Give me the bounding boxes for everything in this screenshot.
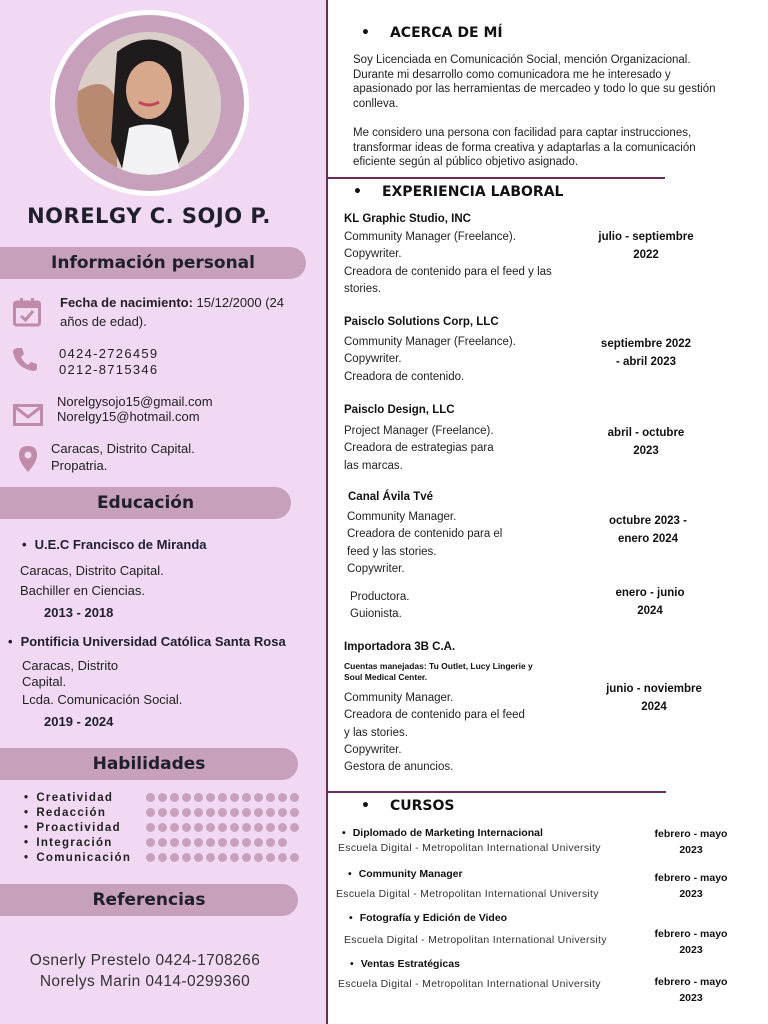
skill-level-dot (290, 808, 299, 817)
skill-level-dot (182, 823, 191, 832)
skill-level-dot (218, 808, 227, 817)
birth-date-value: 15/12/2000 (24 años de edad). (60, 295, 284, 329)
phone-icon (12, 346, 38, 377)
job-description: Community Manager. Creadora de contenido para el feed y las stories. Copywriter. (347, 511, 503, 575)
reference-1: Osnerly Prestelo 0424-1708266 (29, 952, 261, 969)
job-dates: abril - octubre 2023 (607, 427, 685, 457)
skill-level-dot (206, 838, 215, 847)
skill-level-dot (218, 853, 227, 862)
job-accounts-note: Cuentas manejadas: Tu Outlet, Lucy Lingerie y Soul Medical Center. (344, 661, 533, 682)
skill-level-dot (278, 838, 287, 847)
job-description: Project Manager (Freelance). Creadora de estrategias para las marcas. (344, 425, 494, 472)
calendar-icon (13, 297, 41, 332)
profile-photo-frame (50, 10, 249, 196)
skill-level-dot (158, 808, 167, 817)
skill-level-dot (230, 808, 239, 817)
job-dates: octubre 2023 - enero 2024 (609, 515, 687, 545)
skill-level-dot (242, 853, 251, 862)
skill-level-dot (230, 823, 239, 832)
education-location-1: Caracas, Distrito Capital. (20, 563, 164, 578)
skill-level-dot (182, 838, 191, 847)
skill-level-dot (170, 793, 179, 802)
phone-1: 0424-2726459 (59, 346, 159, 361)
job-dates: junio - noviembre 2024 (606, 683, 702, 713)
section-divider (328, 791, 666, 793)
job-company: Importadora 3B C.A. (344, 641, 456, 653)
about-paragraph-1: Soy Licenciada en Comunicación Social, mención Organizacional. Durante mi desarrollo como comunicadora me he interesado y apasionado por las herramientas de mercadeo y todo lo que su gestión conlleva. (353, 54, 716, 110)
skill-level-dot (230, 853, 239, 862)
skill-level-dot (206, 853, 215, 862)
education-location-2: Caracas, Distrito Capital. (22, 658, 119, 689)
job-company: Paisclo Design, LLC (344, 404, 455, 416)
address-1: Caracas, Distrito Capital. (51, 441, 195, 456)
education-school-1: • U.E.C Francisco de Miranda (22, 537, 207, 552)
courses-heading: • CURSOS (361, 798, 454, 814)
email-icon (13, 404, 43, 431)
skill-level-dot (182, 808, 191, 817)
skills-list (24, 790, 299, 865)
skill-level-dots (146, 838, 287, 847)
skill-level-dot (290, 853, 299, 862)
course-school: Escuela Digital - Metropolitan International University (338, 842, 601, 854)
skill-level-dot (278, 793, 287, 802)
education-years-2: 2019 - 2024 (44, 714, 114, 729)
email-2: Norelgy15@hotmail.com (57, 408, 200, 424)
skill-level-dot (146, 838, 155, 847)
skill-level-dot (146, 793, 155, 802)
skill-level-dot (254, 838, 263, 847)
course-title: • Community Manager (348, 868, 463, 880)
skill-level-dots (146, 793, 299, 802)
course-school: Escuela Digital - Metropolitan International University (338, 978, 601, 990)
skill-level-dot (158, 838, 167, 847)
skill-level-dot (182, 853, 191, 862)
skill-level-dot (278, 823, 287, 832)
skill-level-dot (278, 853, 287, 862)
skill-row (24, 805, 299, 820)
skill-level-dot (254, 823, 263, 832)
skill-level-dot (146, 808, 155, 817)
skill-name: • Creatividad (24, 792, 146, 804)
skill-row (24, 820, 299, 835)
course-dates: febrero - mayo 2023 (654, 928, 728, 956)
skill-name: • Proactividad (24, 822, 146, 834)
skill-level-dot (206, 823, 215, 832)
skill-level-dots (146, 823, 299, 832)
skill-level-dot (218, 793, 227, 802)
skill-level-dot (290, 823, 299, 832)
skill-name: • Comunicación (24, 852, 146, 864)
profile-photo (77, 32, 221, 175)
skill-level-dot (170, 823, 179, 832)
skill-level-dot (242, 838, 251, 847)
personal-info-heading: Información personal (0, 247, 306, 279)
skill-level-dot (254, 793, 263, 802)
course-dates: febrero - mayo 2023 (654, 872, 728, 900)
skill-level-dot (170, 808, 179, 817)
skill-level-dots (146, 853, 299, 862)
skill-level-dot (170, 838, 179, 847)
email-1: Norelgysojo15@gmail.com (57, 394, 213, 409)
section-divider (328, 177, 665, 179)
skill-level-dot (146, 823, 155, 832)
skill-level-dot (206, 808, 215, 817)
course-dates: febrero - mayo 2023 (654, 976, 728, 1004)
references-list (0, 950, 290, 992)
reference-2: Norelys Marin 0414-0299360 (39, 973, 251, 990)
job-description: Community Manager (Freelance). Copywriter. Creadora de contenido para el feed y las stories. (344, 231, 552, 295)
skill-level-dot (266, 838, 275, 847)
job-company: Paisclo Solutions Corp, LLC (344, 316, 499, 328)
about-heading: • ACERCA DE MÍ (361, 25, 503, 41)
skill-level-dot (266, 808, 275, 817)
skill-level-dot (230, 793, 239, 802)
skill-level-dot (194, 853, 203, 862)
course-school: Escuela Digital - Metropolitan International University (344, 934, 607, 946)
skill-level-dot (194, 793, 203, 802)
education-heading: Educación (0, 487, 291, 519)
course-dates: febrero - mayo 2023 (654, 828, 728, 856)
phone-2: 0212-8715346 (59, 362, 159, 377)
job-company: Canal Ávila Tvé (348, 491, 434, 503)
skill-level-dot (242, 808, 251, 817)
address (51, 441, 195, 474)
education-degree-1: Bachiller en Ciencias. (20, 583, 146, 598)
location-pin-icon (18, 445, 38, 478)
birth-date-label: Fecha de nacimiento: (60, 295, 193, 310)
skill-level-dot (218, 823, 227, 832)
skill-level-dots (146, 808, 299, 817)
phone-numbers (59, 346, 158, 378)
education-school-2: • Pontificia Universidad Católica Santa Rosa (8, 634, 286, 649)
candidate-name: NORELGY C. SOJO P. (27, 204, 271, 228)
skill-row (24, 835, 299, 850)
skill-row (24, 850, 299, 865)
education-degree-2: Lcda. Comunicación Social. (22, 692, 183, 707)
course-title: • Fotografía y Edición de Video (349, 912, 507, 924)
skill-level-dot (158, 853, 167, 862)
skill-level-dot (278, 808, 287, 817)
job-description: Productora. Guionista. (350, 591, 410, 621)
course-school: Escuela Digital - Metropolitan International University (336, 888, 599, 900)
skill-level-dot (218, 838, 227, 847)
education-years-1: 2013 - 2018 (44, 605, 114, 620)
email-addresses (57, 395, 213, 424)
skill-level-dot (194, 808, 203, 817)
about-text (353, 53, 733, 170)
skill-level-dot (266, 823, 275, 832)
job-dates: septiembre 2022 - abril 2023 (600, 338, 692, 368)
skill-name: • Integración (24, 837, 146, 849)
skill-level-dot (242, 793, 251, 802)
skill-level-dot (230, 838, 239, 847)
birth-date (60, 293, 310, 331)
about-paragraph-2: Me considero una persona con facilidad para captar instrucciones, transformar ideas de forma creativa y adaptarlas a la comunicación eficiente según al público objetivo asignado. (353, 126, 696, 169)
job-dates: enero - junio 2024 (615, 587, 685, 617)
skill-level-dot (254, 808, 263, 817)
skill-level-dot (254, 853, 263, 862)
skill-level-dot (194, 823, 203, 832)
skill-level-dot (158, 793, 167, 802)
course-title: • Diplomado de Marketing Internacional (342, 827, 543, 839)
experience-heading: • EXPERIENCIA LABORAL (353, 184, 563, 200)
references-heading: Referencias (0, 884, 298, 916)
job-dates: julio - septiembre 2022 (598, 231, 694, 261)
skill-name: • Redacción (24, 807, 146, 819)
job-description: Community Manager. Creadora de contenido para el feed y las stories. Copywriter. Gestora de anuncios. (344, 692, 525, 774)
skill-level-dot (146, 853, 155, 862)
skill-level-dot (242, 823, 251, 832)
skill-level-dot (170, 853, 179, 862)
skill-row (24, 790, 299, 805)
skill-level-dot (290, 793, 299, 802)
skill-level-dot (182, 793, 191, 802)
course-title: • Ventas Estratégicas (350, 958, 460, 970)
sidebar (0, 0, 328, 1024)
skill-level-dot (266, 793, 275, 802)
address-2: Propatria. (51, 457, 108, 473)
skills-heading: Habilidades (0, 748, 298, 780)
skill-level-dot (194, 838, 203, 847)
skill-level-dot (266, 853, 275, 862)
job-description: Community Manager (Freelance). Copywriter. Creadora de contenido. (344, 336, 516, 383)
skill-level-dot (158, 823, 167, 832)
job-company: KL Graphic Studio, INC (344, 213, 471, 225)
skill-level-dot (206, 793, 215, 802)
